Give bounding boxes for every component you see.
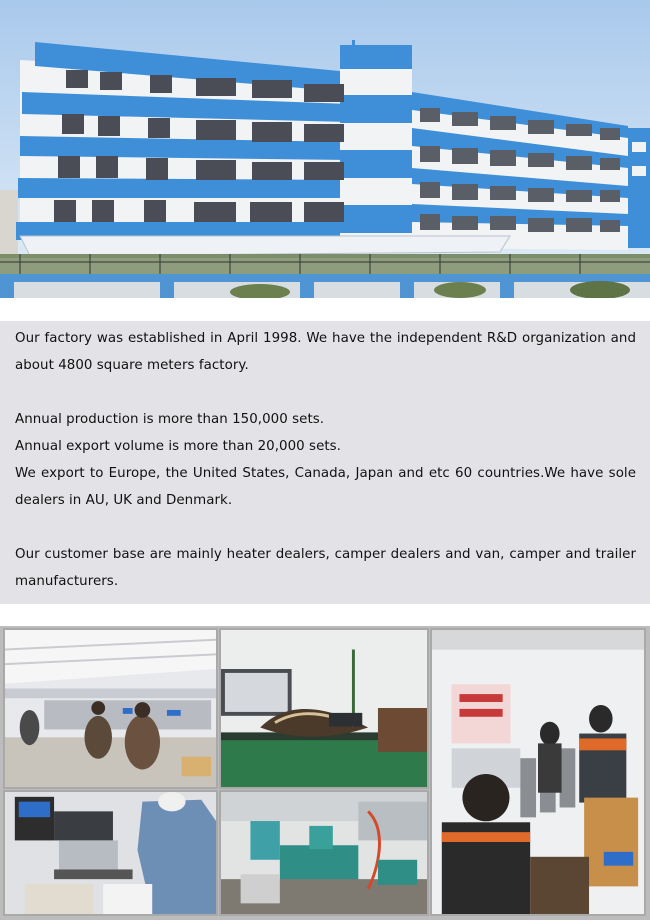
assembly-line-photo [3,628,218,789]
wiring-harness-workbench-photo [219,628,429,789]
spacer [15,514,636,541]
intro-established: Our factory was established in April 1998. We have the independent R&D organization and about 4800 square meters factory. [15,331,636,373]
factory-photo-grid [0,626,650,920]
spacer [15,379,636,406]
intro-annual-production: Annual production is more than 150,000 sets. [15,412,325,427]
company-intro-panel [0,321,650,604]
intro-export-countries: We export to Europe, the United States, Canada, Japan and etc 60 countries.We have sole dealers in AU, UK and Denmark. [15,466,636,508]
factory-building-photo [0,0,650,298]
factory-building-illustration [0,0,650,298]
intro-customer-base: Our customer base are mainly heater dealers, camper dealers and van, camper and trailer manufacturers. [15,547,636,589]
heat-press-machine-photo [3,790,218,916]
intro-annual-export: Annual export volume is more than 20,000 sets. [15,439,341,454]
heater-testing-station-photo [430,628,646,916]
workshop-machinery-photo [219,790,429,916]
